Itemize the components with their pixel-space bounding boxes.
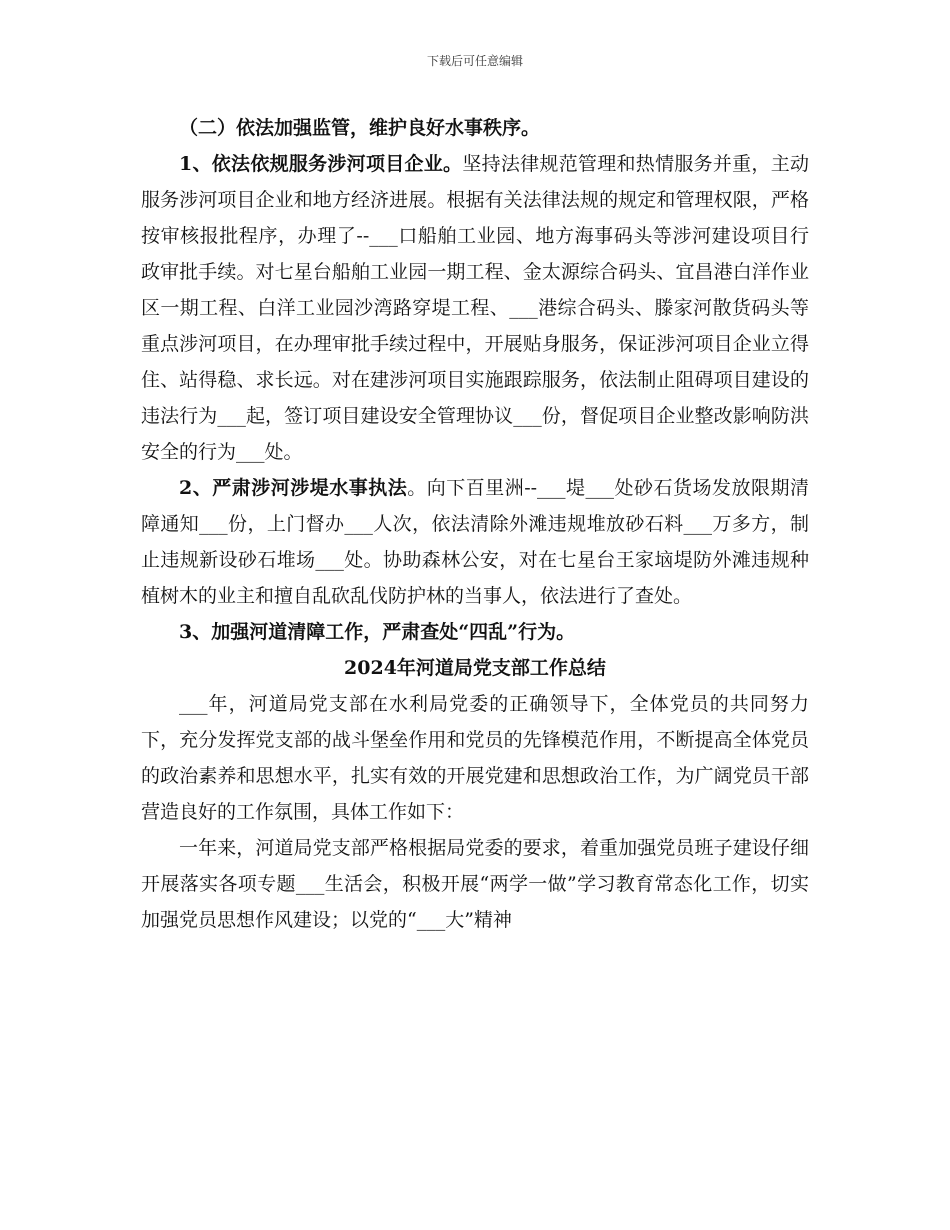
- summary-title: 2024年河道局党支部工作总结: [344, 657, 606, 679]
- item-1-lead: 1、依法依规服务涉河项目企业。: [179, 153, 463, 175]
- item-2-lead: 2、严肃涉河涉堤水事执法: [179, 477, 408, 499]
- item-1-text: 坚持法律规范管理和热情服务并重，主动服务涉河项目企业和地方经济进展。根据有关法律法规的规定和管理权限，严格按审核报批程序，办理了--___口船舶工业园、地方海事码头等涉河建设项目行政审批手续。对七星台船舶工业园一期工程、金太源综合码头、宜昌港白洋作业区一期工程、白洋工业园沙湾路穿堤工程、___港综合码头、滕家河散货码头等重点涉河项目，在办理审批手续过程中，开展贴身服务，保证涉河项目企业立得住、站得稳、求长远。对在建涉河项目实施跟踪服务，依法制止阻碍项目建设的违法行为___起，签订项目建设安全管理协议___份，督促项目企业整改影响防洪安全的行为___处。: [141, 153, 809, 463]
- paragraph-item-1: [141, 146, 809, 470]
- item-3-heading: 3、加强河道清障工作，严肃查处“四乱”行为。: [179, 621, 576, 643]
- item-2-text: 。向下百里洲--___堤___处砂石货场发放限期清障通知___份，上门督办___人次，依法清除外滩违规堆放砂石料___万多方，制止违规新设砂石堆场___处。协助森林公安，对在七星台王家垴堤防外滩违规种植树木的业主和擅自乱砍乱伐防护林的当事人，依法进行了查处。: [141, 477, 809, 607]
- summary-paragraph-2: 一年来，河道局党支部严格根据局党委的要求，着重加强党员班子建设仔细开展落实各项专题___生活会，积极开展“两学一做”学习教育常态化工作，切实加强党员思想作风建设；以党的“___大”精神: [141, 837, 809, 931]
- paragraph-item-2: [141, 470, 809, 614]
- document-body: [141, 110, 809, 938]
- section-heading: （二）依法加强监管，维护良好水事秩序。: [179, 117, 541, 139]
- page-header-note: 下载后可任意编辑: [426, 54, 523, 68]
- summary-paragraph-1: ___年，河道局党支部在水利局党委的正确领导下，全体党员的共同努力下，充分发挥党支部的战斗堡垒作用和党员的先锋模范作用，不断提高全体党员的政治素养和思想水平，扎实有效的开展党建和思想政治工作，为广阔党员干部营造良好的工作氛围，具体工作如下：: [141, 693, 809, 823]
